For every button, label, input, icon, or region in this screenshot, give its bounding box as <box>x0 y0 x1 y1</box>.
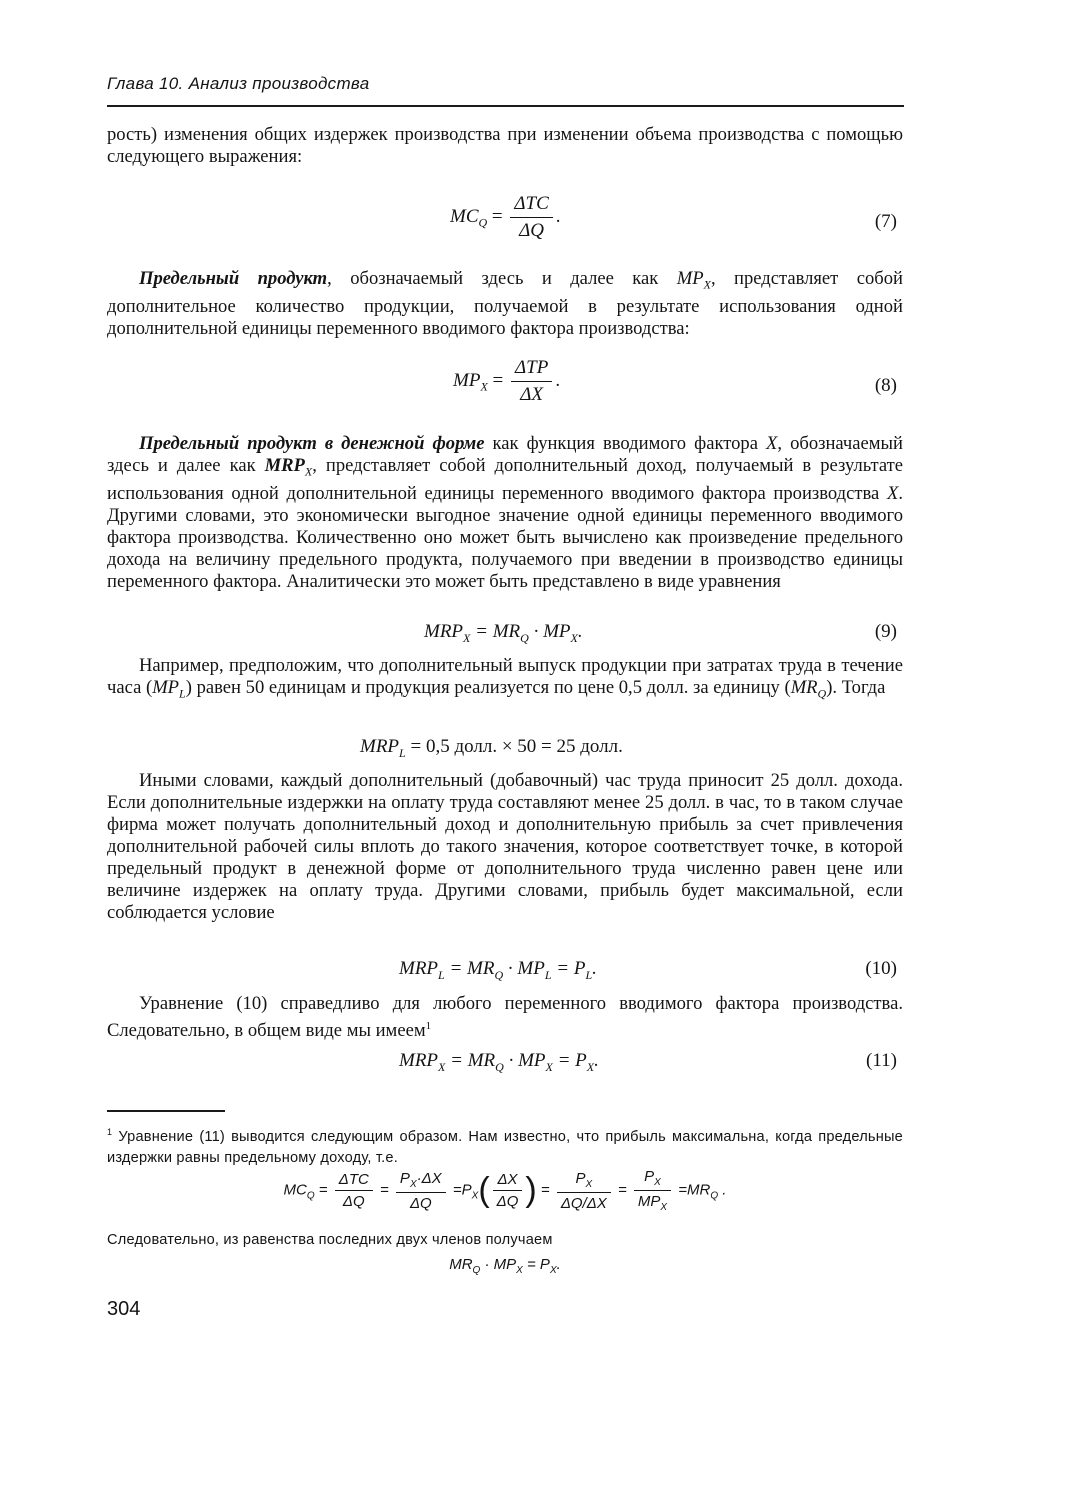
footnote-conclusion: Следовательно, из равенства последних двух членов получаем <box>107 1232 553 1248</box>
eq7-number: (7) <box>874 211 897 232</box>
term-mrp: Предельный продукт в денежной форме <box>139 433 485 454</box>
eq7-lhs: MC <box>450 205 479 227</box>
term-marginal-product: Предельный продукт <box>139 268 328 289</box>
eq8-fraction: $\frac{\text{ΔTP}}{\Delta X}$ <box>511 357 552 406</box>
header-rule <box>107 105 904 107</box>
paragraph-4: Например, предположим, что дополнительный выпуск продукции при затратах труда в течение часа $(MP_L)$ равен 50 единицам и продукция реализуется по цене 0,5 долл. за единицу $(MR_Q)$. Тогда <box>107 655 903 701</box>
footnote-rule <box>107 1110 225 1112</box>
paragraph-2: Предельный продукт, обозначаемый здесь и далее как $MP_X$, представляет собой дополнительное количество продукции, получаемой в результате использования одной дополнительной единицы переменного вводимого фактора производства: <box>107 268 903 339</box>
footnote-ref: 1 <box>425 1020 432 1032</box>
equation-10: $MRP_L = MR_Q \cdot MP_L = P_L$. (10) <box>399 958 897 982</box>
equation-7: $MC_Q$ = $\frac{\text{ΔTC}}{\Delta Q}$ . (7) <box>450 193 897 241</box>
equation-8: $MP_X$ = $\frac{\text{ΔTP}}{\Delta X}$ . (8) <box>453 357 897 405</box>
eq11-number: (11) <box>866 1050 897 1071</box>
eq8-number: (8) <box>874 375 897 396</box>
running-header: Глава 10. Анализ производства <box>107 74 370 93</box>
eq9-number: (9) <box>874 621 897 642</box>
paragraph-6: Уравнение (10) справедливо для любого переменного вводимого фактора производства. Следовательно, в общем виде мы имеем$^1$ <box>107 993 903 1042</box>
eq7-fraction: $\frac{\text{ΔTC}}{\Delta Q}$ <box>510 193 552 242</box>
paragraph-1: рость) изменения общих издержек производства при изменении объема производства с помощью следующего выражения: <box>107 124 903 167</box>
equation-9: $MRP_X = MR_Q \cdot MP_X$. (9) <box>424 621 897 645</box>
paragraph-5: Иными словами, каждый дополнительный (добавочный) час труда приносит 25 долл. дохода. Если дополнительные издержки на оплату труда составляют менее 25 долл. в час, то в таком случае фирма может получать дополнительный доход и дополнительную прибыль за счет привлечения дополнительной рабочей силы вплоть до такого значения, которое соответствует точке, в которой предельный продукт в денежной форме от дополнительного труда численно равен цене или величине издержек на оплату труда. Другими словами, прибыль будет максимальной, если соблюдается условие <box>107 770 903 923</box>
equation-11: $MRP_X = MR_Q \cdot MP_X = P_X$. (11) <box>399 1050 897 1074</box>
equation-example: $MRP_L = 0,5$ долл. × 50 = 25 долл. <box>360 736 623 760</box>
footnote-final-equation: $MR_Q \cdot MP_X = P_X$. <box>449 1256 561 1276</box>
footnote-text: $^1$ Уравнение (11) выводится следующим образом. Нам известно, что прибыль максимальна, когда предельные издержки равны предельному доходу, т.е. <box>107 1127 903 1166</box>
footnote-equation: $MC_Q$ = $\frac{\text{ΔTC}}{\Delta Q}$ = $\frac{P_X\cdot\Delta X}{\Delta Q}$ $=P_X$( $\frac{\Delta X}{\Delta Q}$ ) = $\frac{P_X}{\Delta Q/\Delta X}$ = $\frac{P_X}{MP_X}$ $=MR_Q$ . <box>283 1168 727 1213</box>
eq10-number: (10) <box>865 958 897 979</box>
paragraph-3: Предельный продукт в денежной форме как функция вводимого фактора X, обозначаемый здесь и далее как $MRP_X$, представляет собой дополнительный доход, получаемый в результате использования одной дополнительной единицы переменного вводимого фактора производства X. Другими словами, это экономически выгодное значение одной единицы переменного вводимого фактора производства. Количественно оно может быть вычислено как произведение предельного дохода на величину предельного продукта, получаемого при введении в производство единицы переменного фактора. Аналитически это может быть представлено в виде уравнения <box>107 433 903 592</box>
page-number: 304 <box>107 1298 141 1320</box>
